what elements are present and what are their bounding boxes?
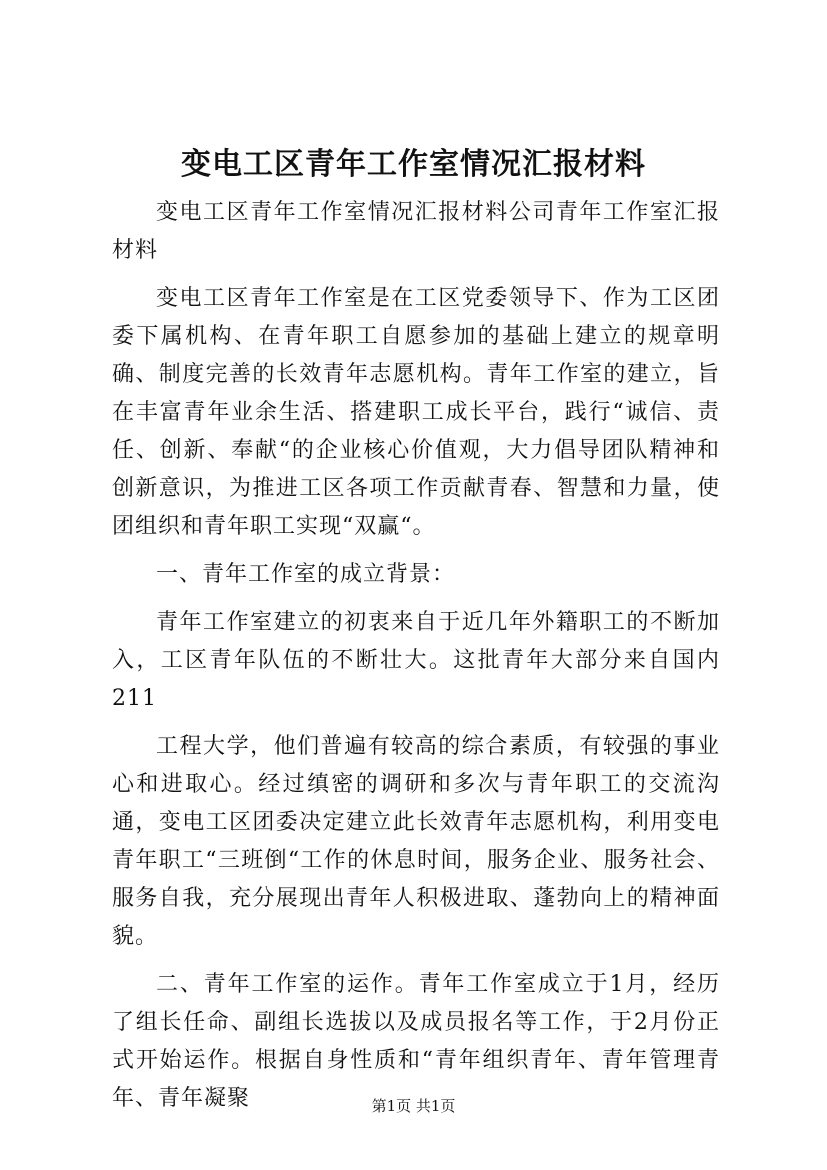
- paragraph-operation: 二、青年工作室的运作。青年工作室成立于1月，经历了组长任命、副组长选拔以及成员报名等工作，于2月份正式开始运作。根据自身性质和“青年组织青年、青年管理青年、青年凝聚: [112, 972, 720, 1111]
- section-heading-background: 一、青年工作室的成立背景：: [156, 562, 456, 587]
- paragraph-background-1: 青年工作室建立的初衷来自于近几年外籍职工的不断加入，工区青年队伍的不断壮大。这批青年大部分来自国内211: [112, 610, 720, 711]
- paragraph-subtitle: 变电工区青年工作室情况汇报材料公司青年工作室汇报材料: [112, 200, 720, 263]
- page-number-footer: 第1页 共1页: [371, 1097, 456, 1115]
- paragraph-background-2: 工程大学，他们普遍有较高的综合素质，有较强的事业心和进取心。经过缜密的调研和多次与青年职工的交流沟通，变电工区团委决定建立此长效青年志愿机构，利用变电青年职工“三班倒“工作的休息时间，服务企业、服务社会、服务自我，充分展现出青年人积极进取、蓬勃向上的精神面貌。: [112, 734, 720, 949]
- document-title: 变电工区青年工作室情况汇报材料: [181, 147, 646, 182]
- paragraph-intro: 变电工区青年工作室是在工区党委领导下、作为工区团委下属机构、在青年职工自愿参加的基础上建立的规章明确、制度完善的长效青年志愿机构。青年工作室的建立，旨在丰富青年业余生活、搭建职工成长平台，践行“诚信、责任、创新、奉献“的企业核心价值观，大力倡导团队精神和创新意识，为推进工区各项工作贡献青春、智慧和力量，使团组织和青年职工实现“双赢“。: [112, 286, 720, 539]
- document-body: [112, 194, 720, 1128]
